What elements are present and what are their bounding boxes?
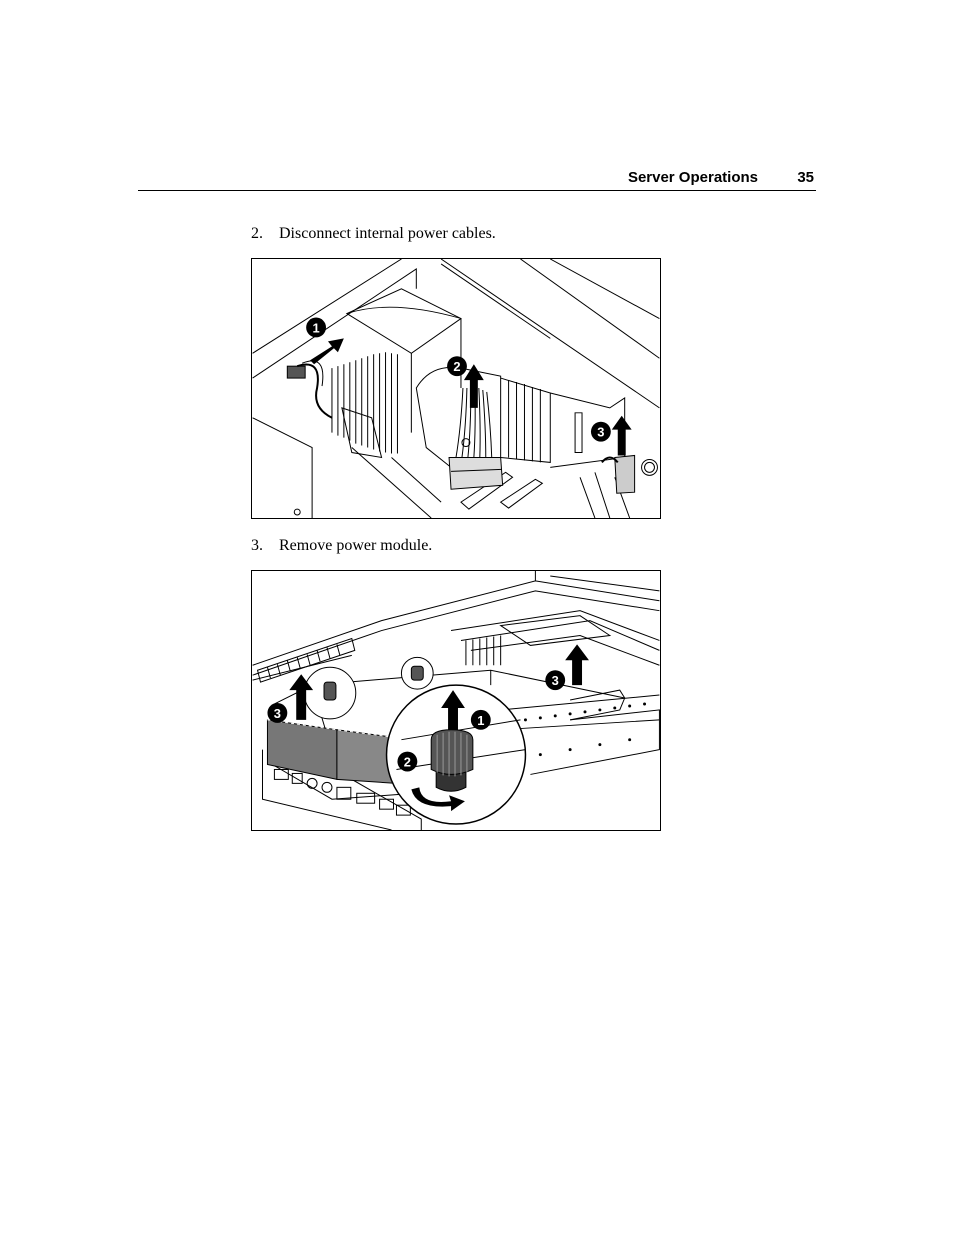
illustration-power-module-removal [252, 571, 660, 830]
figure-remove-power-module [251, 570, 661, 831]
callout-2: 2 [403, 754, 411, 770]
figure-disconnect-power-cables [251, 258, 661, 519]
step-number: 3. [251, 537, 263, 554]
callout-3-right: 3 [551, 673, 559, 689]
step-text: Disconnect internal power cables. [279, 225, 496, 242]
step-3 [251, 537, 432, 555]
step-text: Remove power module. [279, 537, 433, 554]
callout-1: 1 [477, 712, 485, 728]
step-number: 2. [251, 225, 263, 242]
callout-2: 2 [453, 359, 461, 375]
callout-3-left: 3 [273, 705, 281, 721]
step-2 [251, 225, 496, 243]
callout-3: 3 [597, 424, 605, 440]
illustration-server-internal-cables [252, 259, 660, 518]
callout-1: 1 [312, 320, 320, 336]
section-title: Server Operations [627, 169, 758, 186]
running-header [138, 168, 816, 191]
page-number: 35 [797, 169, 814, 186]
